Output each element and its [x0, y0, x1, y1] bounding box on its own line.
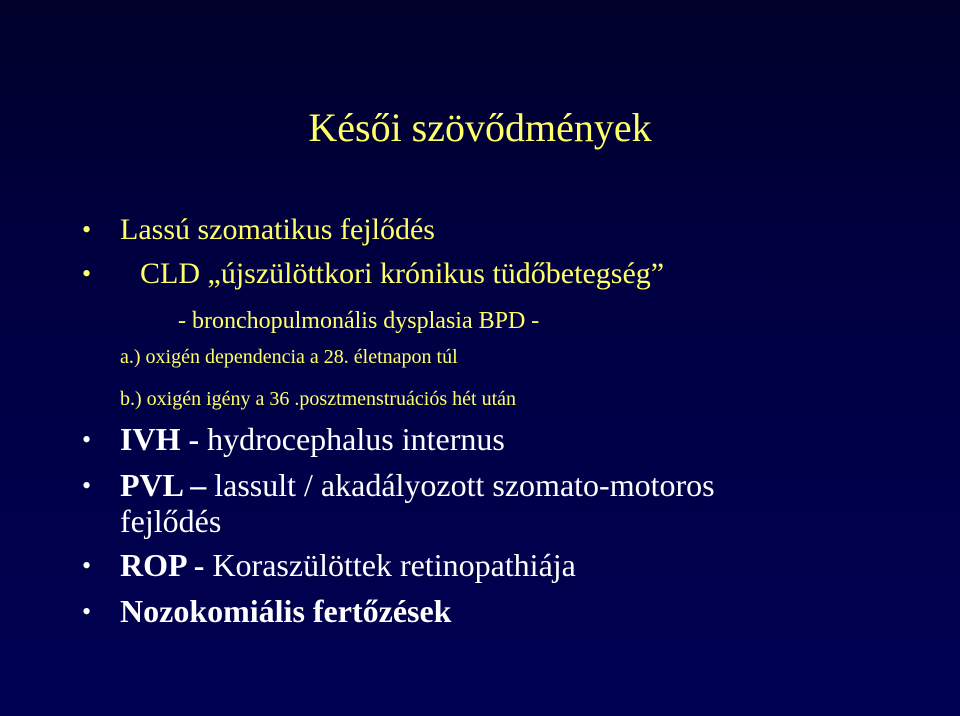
bullet-marker: • [82, 425, 92, 454]
ivh-label: IVH - [120, 421, 200, 457]
list-item-nozokomialis: Nozokomiális fertőzések [120, 593, 452, 629]
list-item-ivh [120, 420, 505, 458]
bullet-marker: • [82, 471, 92, 500]
list-item-cld: CLD „újszülöttkori krónikus tüdőbetegség” [140, 257, 665, 290]
list-item-pvl [120, 466, 715, 504]
pvl-label: PVL – [120, 467, 207, 503]
list-item-rop [120, 546, 576, 584]
ivh-text: hydrocephalus internus [207, 421, 505, 457]
list-subitem-a: a.) oxigén dependencia a 28. életnapon túl [120, 346, 458, 368]
bullet-marker: • [82, 551, 92, 580]
slide-title: Késői szövődmények [308, 105, 652, 150]
bullet-marker: • [82, 259, 92, 288]
list-item-pvl-continued: fejlődés [120, 503, 222, 539]
list-subitem-bpd: - bronchopulmonális dysplasia BPD - [178, 308, 540, 334]
pvl-text: lassult / akadályozott szomato-motoros [214, 467, 715, 503]
list-subitem-b: b.) oxigén igény a 36 .posztmenstruációs hét után [120, 388, 517, 410]
bullet-marker: • [82, 597, 92, 626]
rop-text: Koraszülöttek retinopathiája [212, 547, 576, 583]
list-item-lassu: Lassú szomatikus fejlődés [120, 213, 435, 246]
bullet-marker: • [82, 215, 92, 244]
rop-label: ROP - [120, 547, 205, 583]
